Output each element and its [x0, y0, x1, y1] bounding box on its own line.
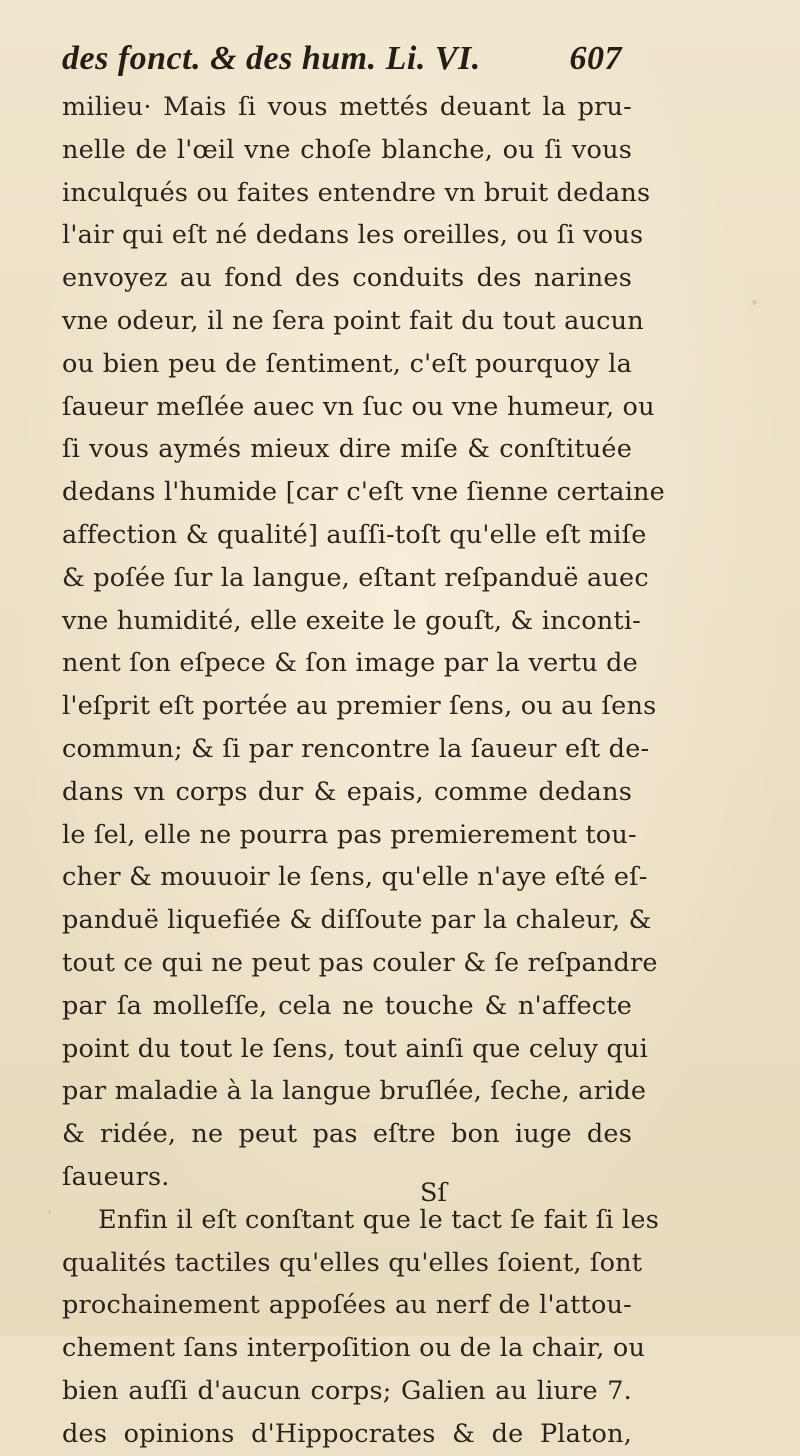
text-line: ſi vous aymés mieux dire miſe & conſtituée	[62, 434, 632, 465]
text-line: l'air qui eſt né dedans les oreilles, ou ſi vous	[62, 220, 644, 251]
text-line: chement ſans interpoſition ou de la chair, ou	[62, 1333, 646, 1364]
text-line: & ridée, ne peut pas eſtre bon iuge des	[62, 1119, 632, 1150]
text-line: par maladie à la langue bruſlée, ſeche, aride	[62, 1076, 647, 1107]
text-line: commun; & ſi par rencontre la ſaueur eſt de-	[62, 733, 650, 764]
text-line: des opinions d'Hippocrates & de Platon,	[62, 1418, 632, 1449]
text-line: nelle de l'œil vne choſe blanche, ou ſi vous	[62, 134, 632, 165]
text-line: qualités tactiles qu'elles qu'elles ſoient, ſont	[62, 1247, 643, 1278]
text-line: vne humidité, elle exeite le gouſt, & inconti-	[62, 605, 642, 636]
paper-stain	[48, 1210, 51, 1213]
text-line: par ſa molleſſe, cela ne touche & n'affecte	[62, 990, 632, 1021]
text-line: dans vn corps dur & epais, comme dedans	[62, 776, 632, 807]
running-header	[62, 40, 622, 88]
text-line: le ſel, elle ne pourra pas premierement tou-	[62, 819, 637, 850]
text-line: prochainement appoſées au nerf de l'attou-	[62, 1290, 632, 1321]
text-line: ſaueurs.	[62, 1161, 170, 1192]
running-title: des fonct. & des hum. Li. VI.	[62, 40, 481, 77]
body-text	[62, 86, 665, 1456]
text-line: tout ce qui ne peut pas couler & ſe reſpandre	[62, 947, 658, 978]
text-line: affection & qualité] auſſi-toſt qu'elle eſt miſe	[62, 519, 647, 550]
text-line: dedans l'humide [car c'eſt vne ſienne certaine	[62, 477, 665, 508]
text-line: cher & mouuoir le ſens, qu'elle n'aye eſté eſ-	[62, 862, 648, 893]
text-line: envoyez au fond des conduits des narines	[62, 263, 632, 294]
text-line: ſaueur meſlée auec vn ſuc ou vne humeur, ou	[62, 391, 655, 422]
text-line: bien auſſi d'aucun corps; Galien au liure 7.	[62, 1375, 632, 1406]
page-number: 607	[569, 40, 622, 77]
paragraph-start: Enfin il eſt conſtant que le tact ſe fait ſi les	[98, 1204, 659, 1235]
text-line: nent ſon eſpece & ſon image par la vertu de	[62, 648, 638, 679]
paper-stain	[752, 300, 757, 305]
text-line: panduë liquefiée & diſſoute par la chaleur, &	[62, 905, 652, 936]
catchword: Sſ	[420, 1178, 447, 1208]
text-line: milieu· Mais ſi vous mettés deuant la pru-	[62, 92, 632, 122]
text-line: inculqués ou faites entendre vn bruit dedans	[62, 177, 651, 208]
text-line: & poſée ſur la langue, eſtant reſpanduë auec	[62, 562, 649, 593]
text-line: vne odeur, il ne ſera point fait du tout aucun	[62, 305, 644, 336]
text-line: ou bien peu de ſentiment, c'eſt pourquoy la	[62, 348, 632, 379]
text-line: point du tout le ſens, tout ainſi que celuy qui	[62, 1033, 649, 1064]
text-line: l'eſprit eſt portée au premier ſens, ou au ſens	[62, 691, 657, 722]
